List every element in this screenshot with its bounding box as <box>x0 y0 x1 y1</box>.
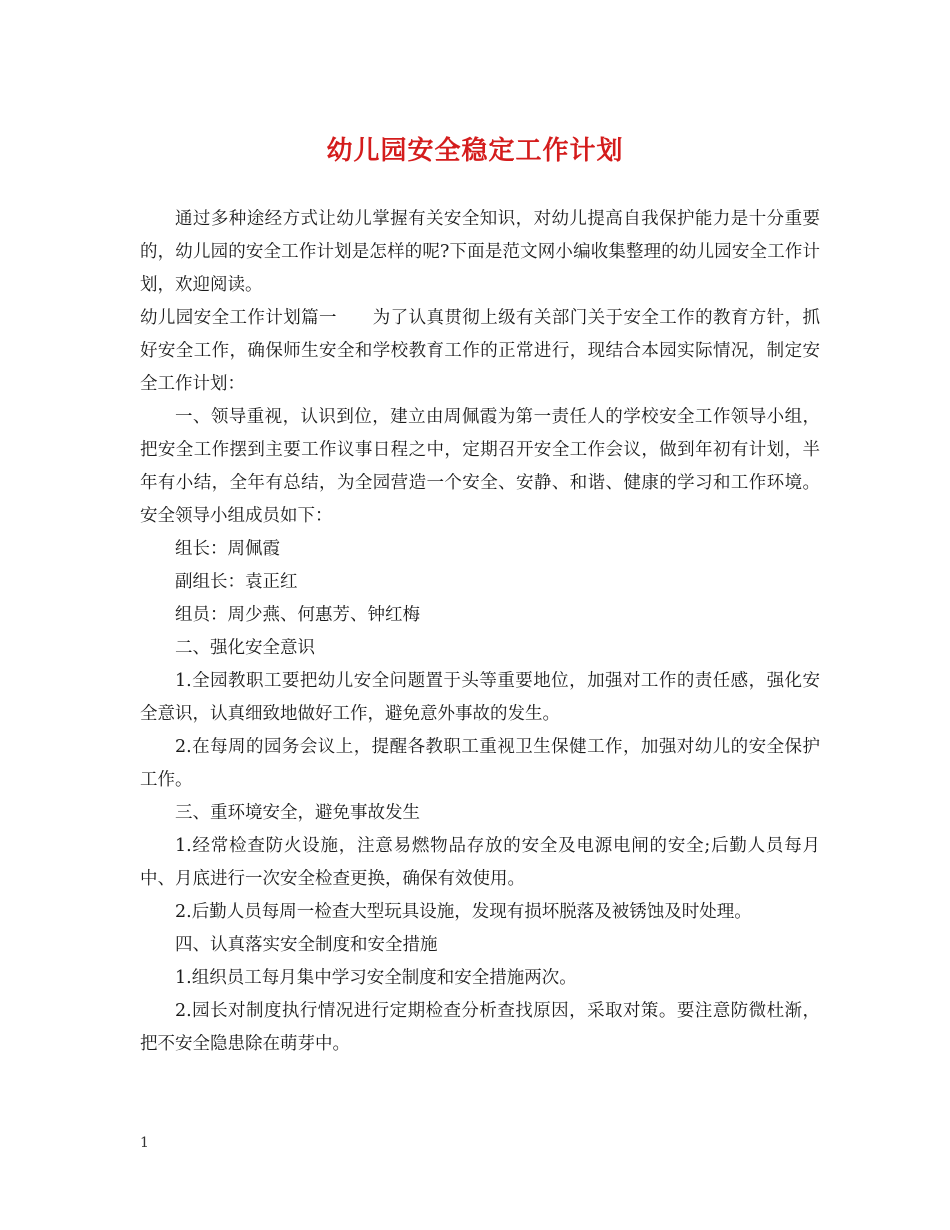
paragraph-plan-heading: 幼儿园安全工作计划篇一 为了认真贯彻上级有关部门关于安全工作的教育方针，抓好安全工作，确保师生安全和学校教育工作的正常进行，现结合本园实际情况，制定安全工作计划： <box>140 308 820 394</box>
paragraph-section-1: 一、领导重视，认识到位，建立由周佩霞为第一责任人的学校安全工作领导小组，把安全工作摆到主要工作议事日程之中，定期召开安全工作会议，做到年初有计划，半年有小结，全年有总结，为全园营造一个安全、安静、和谐、健康的学习和工作环境。安全领导小组成员如下： <box>140 407 820 526</box>
paragraph-intro: 通过多种途经方式让幼儿掌握有关安全知识，对幼儿提高自我保护能力是十分重要的，幼儿园的安全工作计划是怎样的呢?下面是范文网小编收集整理的幼儿园安全工作计划，欢迎阅读。 <box>140 209 820 295</box>
paragraph-section-2-item-2: 2.在每周的园务会议上，提醒各教职工重视卫生保健工作，加强对幼儿的安全保护工作。 <box>140 737 820 790</box>
document-body <box>140 203 820 1061</box>
paragraph-section-3-item-1: 1.经常检查防火设施，注意易燃物品存放的安全及电源电闸的安全;后勤人员每月中、月底进行一次安全检查更换，确保有效使用。 <box>140 836 820 889</box>
paragraph-deputy-leader: 副组长：袁正红 <box>175 572 298 592</box>
paragraph-section-4-item-1: 1.组织员工每月集中学习安全制度和安全措施两次。 <box>175 968 577 988</box>
paragraph-section-2-item-1: 1.全园教职工要把幼儿安全问题置于头等重要地位，加强对工作的责任感，强化安全意识，认真细致地做好工作，避免意外事故的发生。 <box>140 671 820 724</box>
page-number: 1 <box>140 1135 149 1151</box>
paragraph-section-3-item-2: 2.后勤人员每周一检查大型玩具设施，发现有损坏脱落及被锈蚀及时处理。 <box>175 902 752 922</box>
paragraph-section-4-item-2: 2.园长对制度执行情况进行定期检查分析查找原因，采取对策。要注意防微杜渐，把不安全隐患除在萌芽中。 <box>140 1001 820 1054</box>
paragraph-section-3-heading: 三、重环境安全，避免事故发生 <box>175 803 420 823</box>
page-title: 幼儿园安全稳定工作计划 <box>326 136 624 166</box>
paragraph-section-4-heading: 四、认真落实安全制度和安全措施 <box>175 935 438 955</box>
paragraph-leader: 组长：周佩霞 <box>175 539 280 559</box>
paragraph-members: 组员：周少燕、何惠芳、钟红梅 <box>175 605 420 625</box>
paragraph-section-2-heading: 二、强化安全意识 <box>175 638 315 658</box>
